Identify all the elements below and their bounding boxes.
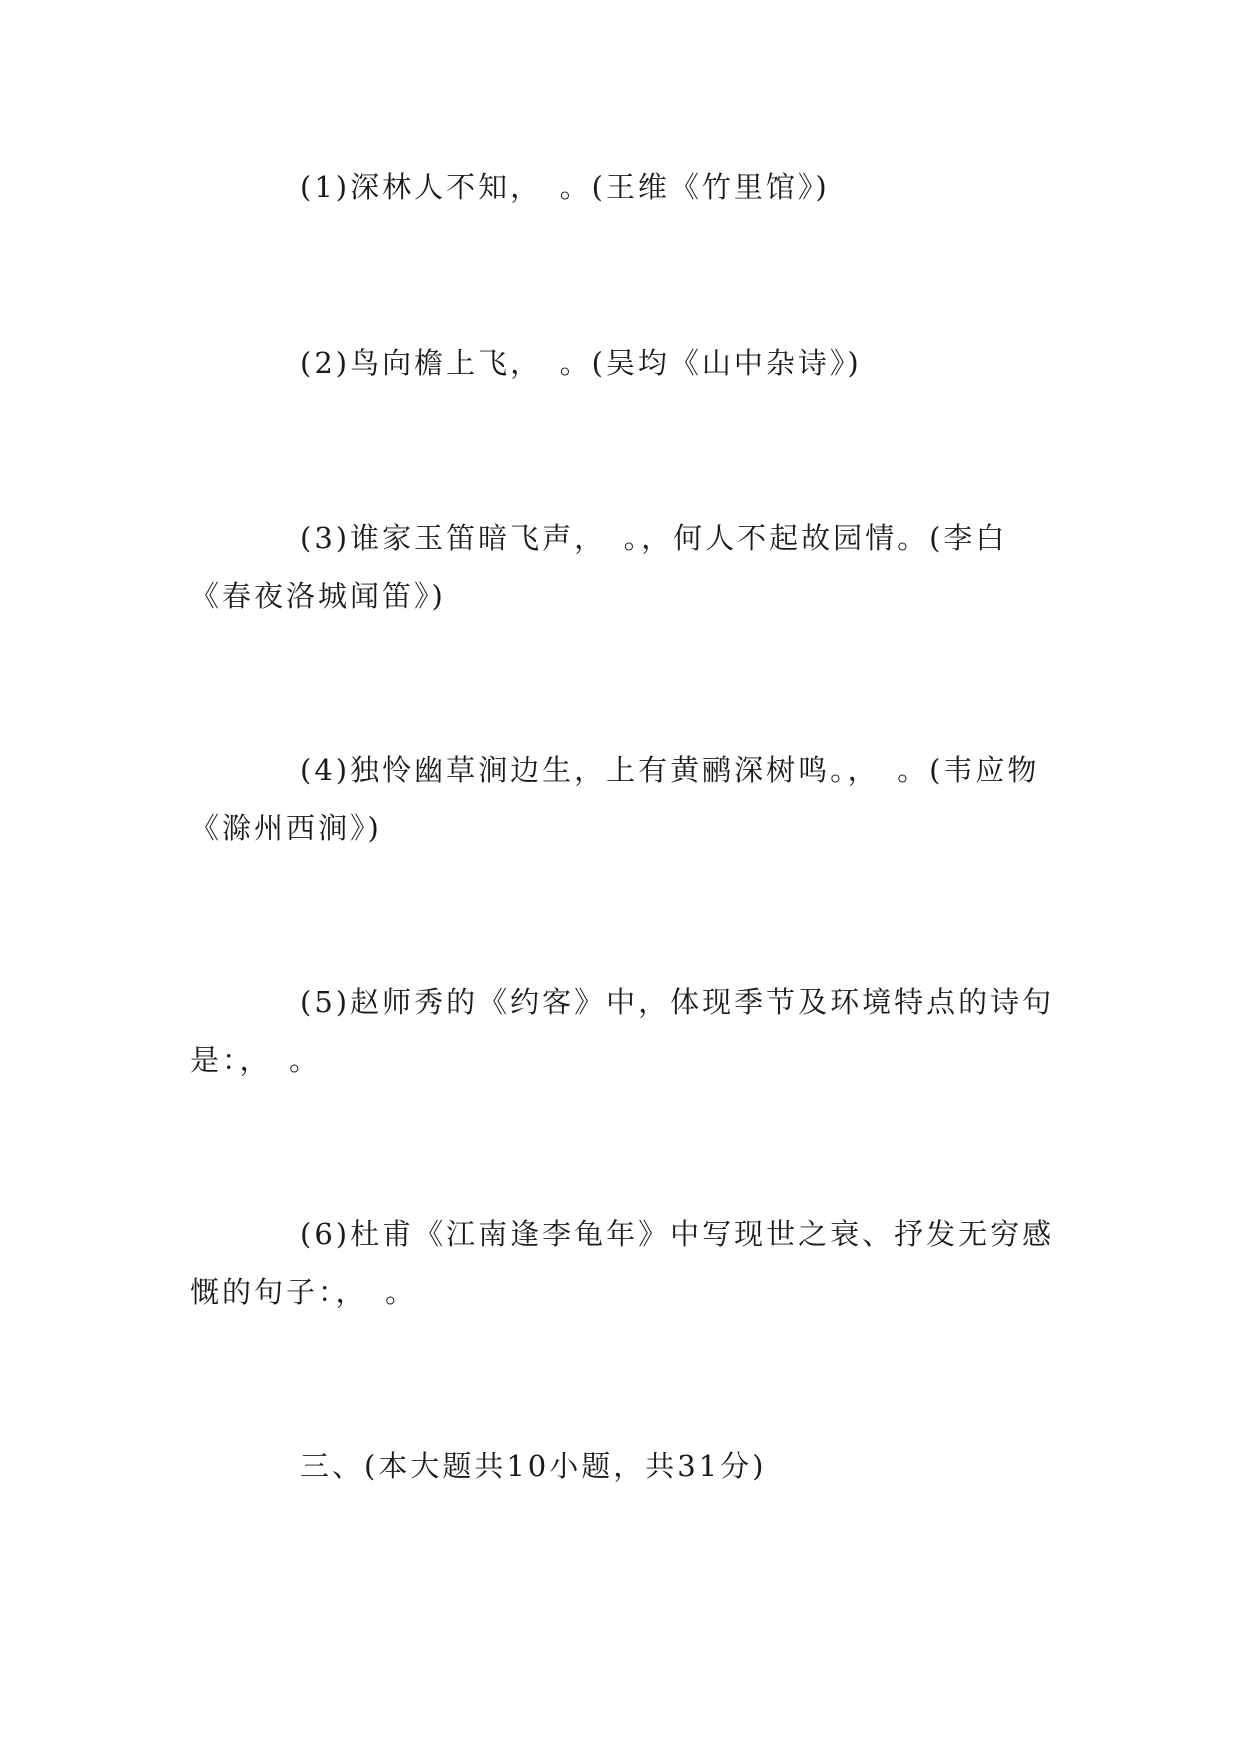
question-3: (3)谁家玉笛暗飞声， 。，何人不起故园情。(李白《春夜洛城闻笛》)	[190, 521, 1008, 613]
question-4: (4)独怜幽草涧边生，上有黄鹂深树鸣。， 。(韦应物《滁州西涧》)	[190, 753, 1040, 845]
question-6: (6)杜甫《江南逢李龟年》中写现世之衰、抒发无穷感慨的句子：， 。	[190, 1217, 1055, 1309]
question-2: (2)鸟向檐上飞， 。(吴均《山中杂诗》)	[300, 346, 862, 380]
question-5: (5)赵师秀的《约客》中，体现季节及环境特点的诗句是：， 。	[190, 985, 1055, 1077]
section-3-heading: 三、(本大题共10小题，共31分)	[300, 1449, 767, 1483]
question-1: (1)深林人不知， 。(王维《竹里馆》)	[300, 170, 830, 204]
